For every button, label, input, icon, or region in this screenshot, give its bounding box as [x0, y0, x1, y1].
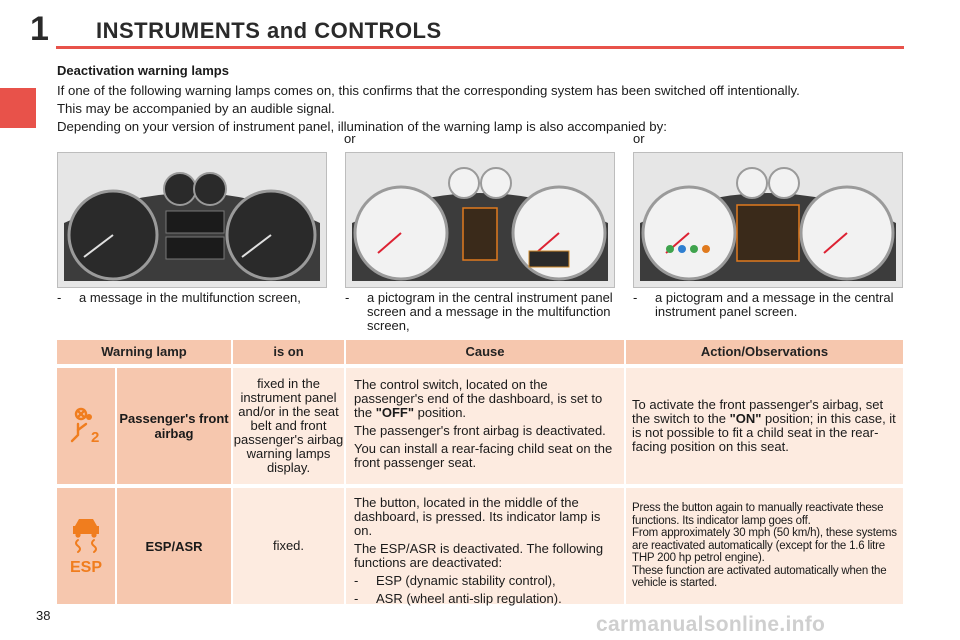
- instrument-cluster-illustration: [346, 153, 614, 287]
- column-header-action: Action/Observations: [700, 344, 829, 359]
- action-bold-text: "ON": [729, 411, 762, 426]
- cause-bold-text: "OFF": [375, 405, 415, 420]
- esp-off-icon: [57, 488, 115, 604]
- panel-description-text: a message in the multifunction screen,: [79, 290, 301, 305]
- instrument-cluster-illustration: [634, 153, 902, 287]
- panel-description-text: a pictogram in the central instrument panel screen and a message in the multifunction screen,: [367, 290, 613, 333]
- warning-lamp-icon-cell: [57, 488, 115, 604]
- or-label: or: [344, 131, 356, 146]
- instrument-panel-image-1: [57, 152, 327, 288]
- is-on-text: fixed in the instrument panel and/or in the seat belt and front passenger's airbag warning lamps display.: [233, 376, 344, 475]
- intro-line: Depending on your version of instrument panel, illumination of the warning lamp is also accompanied by:: [57, 119, 667, 134]
- action-text: [626, 488, 903, 604]
- list-dash: -: [633, 290, 638, 305]
- passenger-airbag-off-icon: [57, 368, 115, 484]
- svg-text:2: 2: [91, 429, 100, 446]
- cause-paragraph: You can install a rear-facing child seat on the front passenger seat.: [354, 441, 613, 470]
- cause-text-span: The control switch, located on the passenger's end of the dashboard, is set to the: [354, 377, 603, 420]
- panel-description-text: a pictogram and a message in the central instrument panel screen.: [655, 290, 894, 319]
- watermark: carmanualsonline.info: [596, 613, 826, 636]
- action-text-span: To activate the front passenger's airbag, set the switch to the: [632, 397, 884, 426]
- or-label: or: [633, 131, 645, 146]
- intro-line: This may be accompanied by an audible signal.: [57, 101, 335, 116]
- warning-lamp-name: Passenger's front airbag: [117, 368, 231, 484]
- list-dash: -: [354, 591, 359, 606]
- instrument-cluster-illustration: [58, 153, 326, 287]
- action-paragraph: These function are activated automatically when the vehicle is started.: [632, 564, 887, 590]
- cause-paragraph: The passenger's front airbag is deactivated.: [354, 423, 606, 438]
- column-header-cause: Cause: [465, 344, 505, 359]
- intro-line: If one of the following warning lamps comes on, this confirms that the corresponding system has been switched off intentionally.: [57, 83, 800, 98]
- cause-paragraph: [354, 378, 618, 420]
- action-paragraphs: [632, 502, 897, 590]
- cause-list-text: ASR (wheel anti-slip regulation).: [376, 591, 562, 606]
- column-header-warning-lamp: Warning lamp: [101, 344, 187, 359]
- cause-list-text: ESP (dynamic stability control),: [376, 573, 556, 588]
- cause-text-span: position.: [414, 405, 467, 420]
- list-dash: -: [345, 290, 350, 305]
- chapter-number: 1: [30, 10, 49, 48]
- list-dash: -: [57, 290, 62, 305]
- table-row: [57, 488, 903, 604]
- page-title: INSTRUMENTS and CONTROLS: [96, 18, 442, 43]
- column-header-is-on: is on: [273, 344, 304, 359]
- esp-icon-label: ESP: [69, 559, 103, 576]
- action-paragraph: [632, 398, 897, 454]
- action-text-span: position; in this case, it is not possible to fit a child seat in the rear-facing position on this seat.: [632, 411, 896, 454]
- cause-list-item: [354, 574, 618, 588]
- warning-lamp-name: ESP/ASR: [117, 488, 231, 604]
- panel-description-3: [633, 291, 911, 319]
- table-row: [57, 368, 903, 484]
- chapter-tab: [0, 88, 36, 128]
- panel-description-2: [345, 291, 623, 333]
- cause-text: [346, 488, 624, 604]
- is-on-text: fixed.: [272, 538, 305, 553]
- action-paragraph: From approximately 30 mph (50 km/h), these systems are reactivated automatically (except for the 1.6 litre THP 200 hp petrol engine).: [632, 527, 897, 565]
- cause-text: [346, 368, 624, 484]
- page-number: 38: [36, 608, 51, 623]
- warning-lamp-icon-cell: [57, 368, 115, 484]
- instrument-panel-image-2: [345, 152, 615, 288]
- intro-section: [57, 62, 907, 136]
- cause-paragraph: The ESP/ASR is deactivated. The following functions are deactivated:: [354, 541, 604, 570]
- action-text: [626, 368, 903, 484]
- header-divider: [56, 46, 904, 49]
- cause-list-item: [354, 592, 618, 606]
- action-paragraph: Press the button again to manually reactivate these functions. Its indicator lamp goes off.: [632, 502, 884, 527]
- panel-description-1: [57, 291, 335, 305]
- table-header: [57, 340, 903, 364]
- section-heading: Deactivation warning lamps: [57, 63, 229, 78]
- list-dash: -: [354, 573, 359, 588]
- cause-paragraph: The button, located in the middle of the dashboard, is pressed. Its indicator lamp is on.: [354, 495, 601, 538]
- instrument-panel-image-3: [633, 152, 903, 288]
